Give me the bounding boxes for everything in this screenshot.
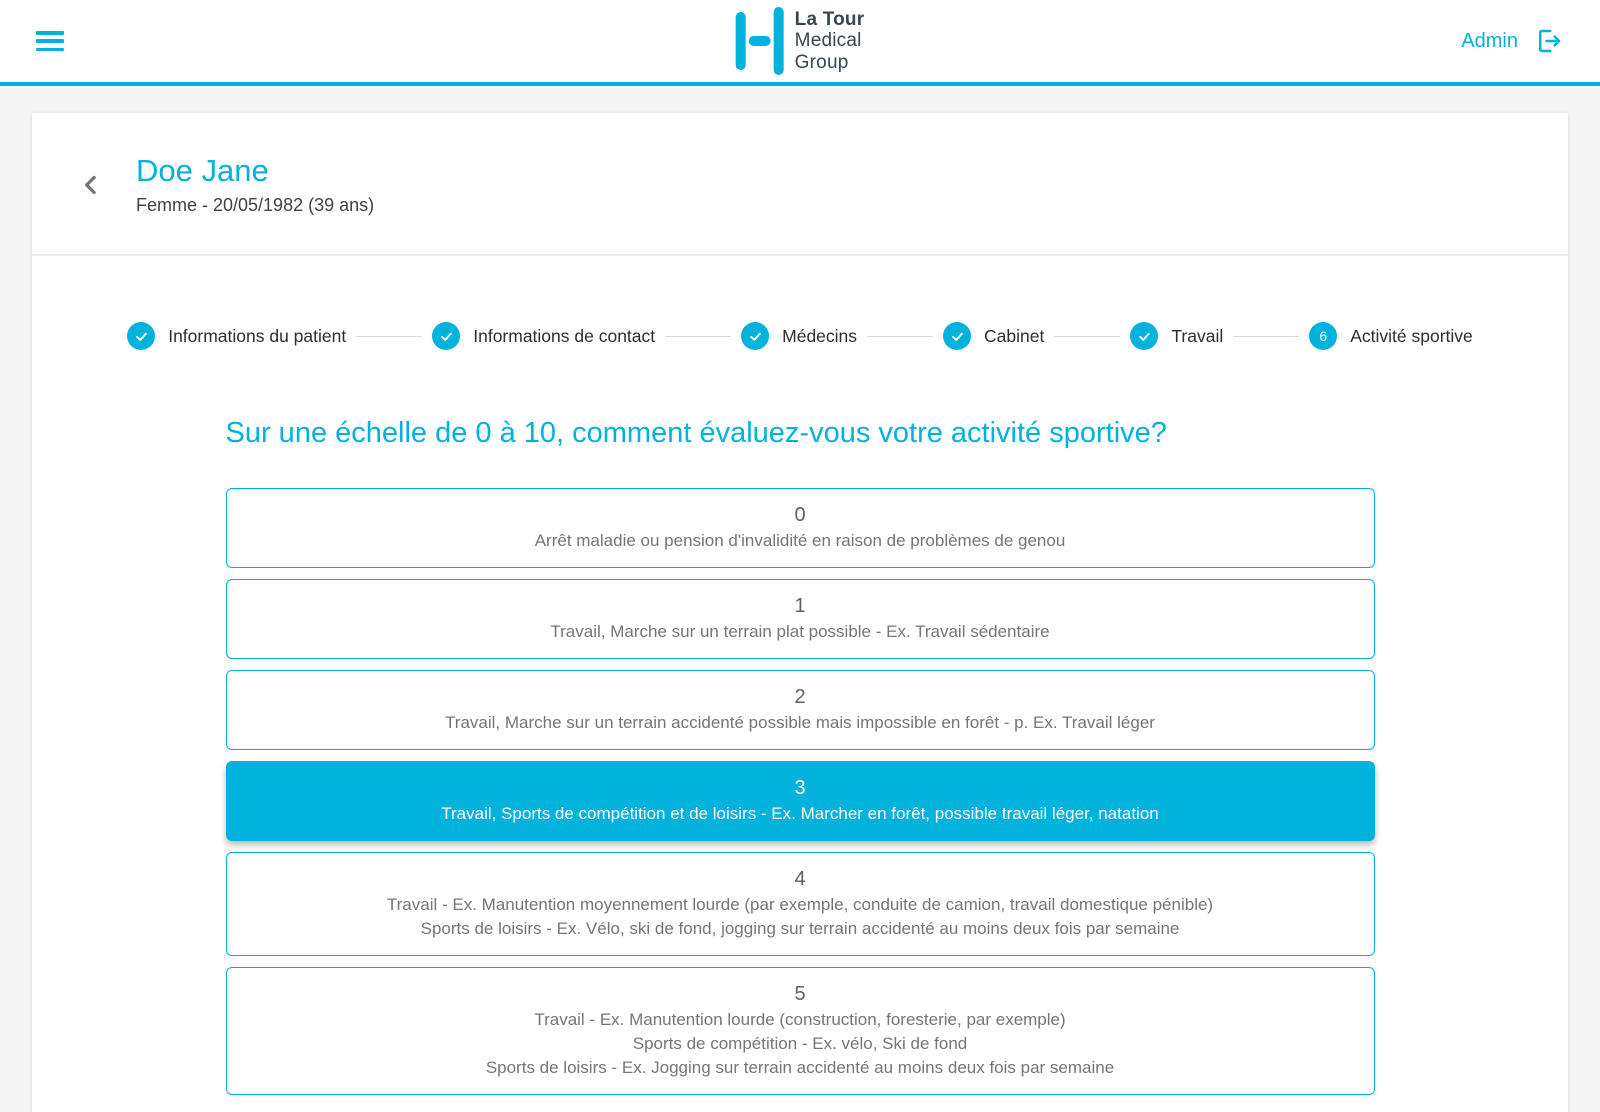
option-value: 5 xyxy=(794,983,806,1005)
activity-option-3[interactable] xyxy=(226,761,1375,841)
activity-option-4[interactable] xyxy=(226,852,1375,956)
stepper-step-informations-de-contact[interactable] xyxy=(432,322,655,350)
patient-header xyxy=(32,113,1568,256)
step-connector xyxy=(867,336,933,337)
question-section xyxy=(226,414,1375,1095)
stepper-step-cabinet[interactable] xyxy=(943,322,1044,350)
patient-info xyxy=(136,153,374,216)
logo-line2: Medical xyxy=(794,30,862,52)
option-value: 1 xyxy=(794,595,806,617)
logo-line3: Group xyxy=(794,51,849,73)
logo-h-icon xyxy=(736,7,784,75)
step-label: Cabinet xyxy=(984,325,1045,346)
step-connector xyxy=(665,336,731,337)
logo-text xyxy=(795,9,865,74)
patient-name: Doe Jane xyxy=(136,153,269,188)
step-label: Informations de contact xyxy=(473,325,656,346)
menu-icon[interactable] xyxy=(36,31,64,51)
option-value: 4 xyxy=(794,868,806,890)
option-description: Travail - Ex. Manutention moyennement lourde (par exemple, conduite de camion, travail domestique pénible) xyxy=(386,895,1214,914)
back-icon[interactable] xyxy=(76,170,106,200)
option-description: Sports de loisirs - Ex. Vélo, ski de fond, jogging sur terrain accidenté au moins deux fois par semaine xyxy=(420,919,1180,938)
option-description: Sports de compétition - Ex. vélo, Ski de fond xyxy=(632,1034,968,1053)
activity-option-5[interactable] xyxy=(226,967,1375,1095)
option-value: 3 xyxy=(794,777,806,799)
patient-details: Femme - 20/05/1982 (39 ans) xyxy=(136,195,375,215)
step-connector xyxy=(1054,336,1120,337)
app-header xyxy=(0,0,1600,86)
check-icon xyxy=(943,322,971,350)
option-description: Travail, Sports de compétition et de loisirs - Ex. Marcher en forêt, possible travail léger, natation xyxy=(441,804,1159,823)
option-description: Travail, Marche sur un terrain plat possible - Ex. Travail sédentaire xyxy=(550,622,1050,641)
activity-option-1[interactable] xyxy=(226,579,1375,659)
step-label: Travail xyxy=(1171,325,1224,346)
check-icon xyxy=(127,322,155,350)
step-label: Activité sportive xyxy=(1350,325,1473,346)
logo xyxy=(736,7,865,75)
stepper-step-medecins[interactable] xyxy=(741,322,857,350)
option-value: 0 xyxy=(794,504,806,526)
activity-option-0[interactable] xyxy=(226,488,1375,568)
logout-icon[interactable] xyxy=(1534,26,1564,56)
activity-options-list xyxy=(226,488,1375,1095)
step-connector xyxy=(356,336,422,337)
activity-option-2[interactable] xyxy=(226,670,1375,750)
option-value: 2 xyxy=(794,686,806,708)
option-description: Arrêt maladie ou pension d'invalidité en raison de problèmes de genou xyxy=(534,531,1066,550)
option-description: Sports de loisirs - Ex. Jogging sur terrain accidenté au moins deux fois par semaine xyxy=(485,1058,1115,1077)
admin-link[interactable]: Admin xyxy=(1461,29,1518,52)
stepper-step-informations-du-patient[interactable] xyxy=(127,322,346,350)
main-card xyxy=(32,113,1568,1112)
check-icon xyxy=(1130,322,1158,350)
stepper-step-travail[interactable] xyxy=(1130,322,1223,350)
option-description: Travail, Marche sur un terrain accidenté possible mais impossible en forêt - p. Ex. Travail léger xyxy=(445,713,1155,732)
question-title: Sur une échelle de 0 à 10, comment évaluez-vous votre activité sportive? xyxy=(225,417,1167,449)
step-number-badge: 6 xyxy=(1309,322,1337,350)
stepper xyxy=(32,322,1568,350)
step-label: Médecins xyxy=(782,325,858,346)
option-description: Travail - Ex. Manutention lourde (construction, foresterie, par exemple) xyxy=(534,1010,1066,1029)
stepper-step-activite-sportive[interactable] xyxy=(1309,322,1473,350)
step-connector xyxy=(1233,336,1299,337)
check-icon xyxy=(741,322,769,350)
check-icon xyxy=(432,322,460,350)
logo-line1: La Tour xyxy=(794,8,865,30)
step-label: Informations du patient xyxy=(168,325,347,346)
